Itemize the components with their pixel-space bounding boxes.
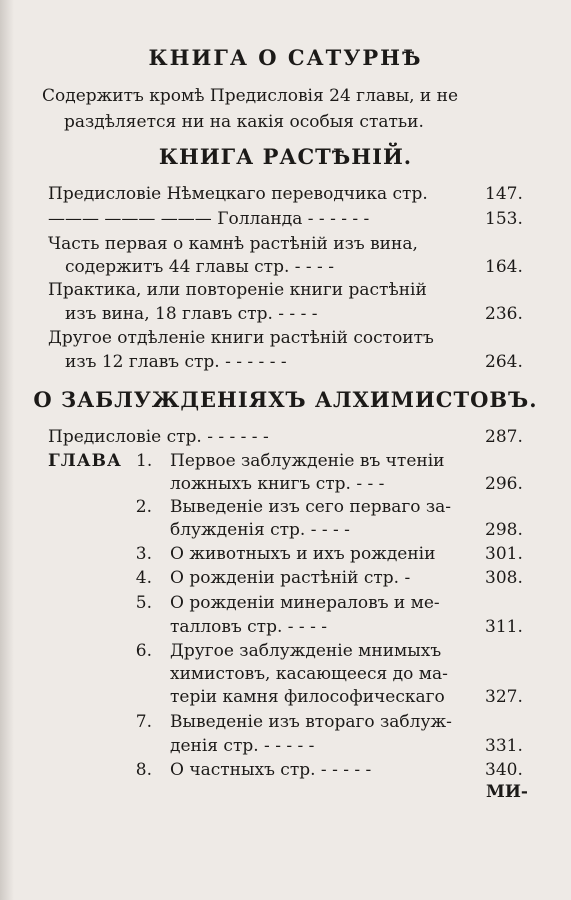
chapter-8-page: 340. [485, 760, 523, 780]
plants-entry-5-line-1: Другое отдѣленіе книги растѣній состоитъ [48, 328, 434, 348]
chapter-4-number: 4. [135, 568, 152, 588]
chapter-4-line-1: О рожденіи растѣній стр. - [170, 568, 411, 588]
chapter-2-line-2: блужденія стр. - - - - [170, 520, 350, 540]
plants-entry-3-page: 164. [485, 257, 523, 277]
chapter-6-line-2: химистовъ, касающееся до ма- [170, 664, 448, 684]
chapter-7-line-2: денія стр. - - - - - [170, 736, 315, 756]
page-gutter-shadow [0, 0, 14, 900]
saturn-note-line-1: Содержитъ кромѣ Предисловія 24 главы, и не [42, 86, 459, 106]
chapter-3-number: 3. [135, 544, 152, 564]
chapter-3-line-1: О животныхъ и ихъ рожденіи [170, 544, 436, 564]
saturn-note-line-2: раздѣляется ни на какія особыя статьи. [64, 112, 424, 132]
chapter-6-line-1: Другое заблужденіе мнимыхъ [170, 641, 442, 661]
plants-entry-1-page: 147. [485, 184, 523, 204]
chapter-2-page: 298. [485, 520, 523, 540]
chapter-4-page: 308. [485, 568, 523, 588]
chapter-8-number: 8. [135, 760, 152, 780]
chapter-7-page: 331. [485, 736, 523, 756]
plants-entry-3-line-2: содержитъ 44 главы стр. - - - - [65, 257, 334, 277]
chapter-5-number: 5. [135, 593, 152, 613]
chapter-3-page: 301. [485, 544, 523, 564]
glava-label: ГЛАВА [48, 451, 122, 471]
chapter-5-line-1: О рожденіи минераловъ и ме- [170, 593, 440, 613]
chapter-1-line-1: Первое заблужденіе въ чтеніи [170, 451, 445, 471]
plants-entry-5-page: 264. [485, 352, 523, 372]
chapter-7-number: 7. [135, 712, 152, 732]
chapter-6-number: 6. [135, 641, 152, 661]
plants-title: КНИГА РАСТѢНІЙ. [158, 144, 413, 169]
chapter-6-page: 327. [485, 687, 523, 707]
saturn-title: КНИГА О САТУРНѢ [148, 45, 423, 70]
chapter-8-line-1: О частныхъ стр. - - - - - [170, 760, 372, 780]
chapter-6-line-3: теріи камня философическаго [170, 687, 445, 707]
plants-entry-3-line-1: Часть первая о камнѣ растѣній изъ вина, [48, 234, 418, 254]
plants-entry-2-page: 153. [485, 209, 523, 229]
chapter-1-page: 296. [485, 474, 523, 494]
plants-entry-4-page: 236. [485, 304, 523, 324]
chapter-1-line-2: ложныхъ книгъ стр. - - - [170, 474, 385, 494]
plants-entry-1-text: Предисловіе Нѣмецкаго переводчика стр. [48, 184, 428, 204]
errors-preface-text: Предисловіе стр. - - - - - - [48, 427, 269, 447]
errors-title: О ЗАБЛУЖДЕНІЯХЪ АЛХИМИСТОВЪ. [33, 387, 538, 412]
errors-preface-page: 287. [485, 427, 523, 447]
chapter-7-line-1: Выведеніе изъ втораго заблуж- [170, 712, 452, 732]
chapter-1-number: 1. [136, 451, 153, 471]
chapter-2-line-1: Выведеніе изъ сего перваго за- [170, 497, 452, 517]
catchword: МИ- [486, 782, 528, 802]
plants-entry-4-line-1: Практика, или повтореніе книги растѣній [48, 280, 427, 300]
plants-entry-5-line-2: изъ 12 главъ стр. - - - - - - [65, 352, 287, 372]
plants-entry-2-text: ——— ——— ——— Голланда - - - - - - [48, 209, 370, 229]
chapter-5-page: 311. [485, 617, 523, 637]
plants-entry-4-line-2: изъ вина, 18 главъ стр. - - - - [65, 304, 318, 324]
chapter-5-line-2: талловъ стр. - - - - [170, 617, 327, 637]
chapter-2-number: 2. [135, 497, 152, 517]
